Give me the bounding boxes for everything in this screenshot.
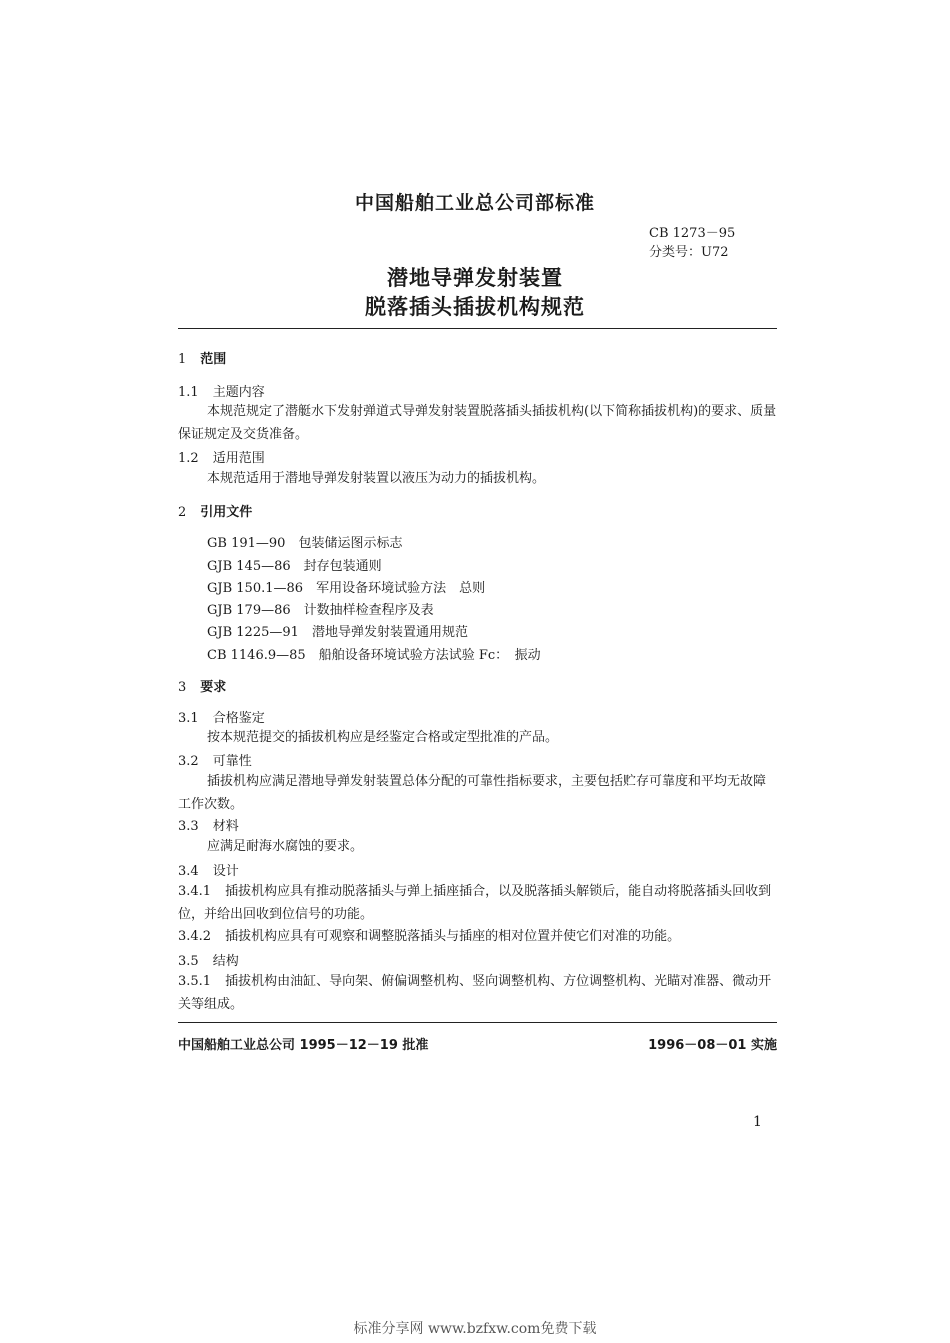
reference-name: 船舶设备环境试验方法试验 Fc： 振动 <box>318 648 541 663</box>
reference-item <box>207 577 485 596</box>
section-3-5-1-text <box>178 970 777 1016</box>
section-number: 3.1 <box>178 711 199 726</box>
section-3-1-text: 按本规范提交的插拔机构应是经鉴定合格或定型批准的产品。 <box>207 730 559 745</box>
reference-name: 潜地导弹发射装置通用规范 <box>311 625 468 640</box>
section-title: 要求 <box>200 680 227 695</box>
effective-date: 1996－08－01 实施 <box>648 1038 777 1053</box>
section-number: 3.5 <box>178 954 199 969</box>
section-title: 材料 <box>212 819 239 834</box>
header-divider <box>178 328 777 329</box>
reference-code: GJB 179—86 <box>207 603 291 618</box>
section-3-3-heading <box>178 815 239 834</box>
reference-item <box>207 599 434 618</box>
section-1-1-heading <box>178 381 265 400</box>
reference-item <box>207 555 382 574</box>
section-number: 3.5.1 <box>178 974 212 989</box>
section-1-1-text: 本规范规定了潜艇水下发射弹道式导弹发射装置脱落插头插拔机构(以下简称插拔机构)的要求、质量保证规定及交货准备。 <box>178 404 777 442</box>
section-3-3-text: 应满足耐海水腐蚀的要求。 <box>207 839 364 854</box>
section-number: 3.3 <box>178 819 199 834</box>
reference-name: 军用设备环境试验方法 总则 <box>316 581 486 596</box>
section-3-4-1-text <box>178 880 777 926</box>
section-3-4-heading <box>178 860 239 879</box>
section-number: 3.4.2 <box>178 929 212 944</box>
clause-text: 插拔机构由油缸、导向架、俯偏调整机构、竖向调整机构、方位调整机构、光瞄对准器、微动开关等组成。 <box>178 974 772 1012</box>
section-title: 可靠性 <box>212 754 252 769</box>
reference-name: 封存包装通则 <box>303 559 382 574</box>
section-number: 2 <box>178 505 187 520</box>
section-title: 范围 <box>200 352 227 367</box>
reference-item <box>207 644 541 663</box>
reference-name: 包装储运图示标志 <box>298 536 403 551</box>
section-number: 3.2 <box>178 754 199 769</box>
section-number: 1.1 <box>178 385 199 400</box>
clause-text: 插拔机构应具有推动脱落插头与弹上插座插合，以及脱落插头解锁后，能自动将脱落插头回收到位，并给出回收到位信号的功能。 <box>178 884 772 922</box>
reference-code: GB 191—90 <box>207 536 286 551</box>
section-number: 1.2 <box>178 451 199 466</box>
reference-name: 计数抽样检查程序及表 <box>303 603 434 618</box>
section-3-2-text: 插拔机构应满足潜地导弹发射装置总体分配的可靠性指标要求，主要包括贮存可靠度和平均无故障工作次数。 <box>178 774 767 812</box>
classification-number: 分类号：U72 <box>649 245 729 260</box>
section-3-4-2-text <box>178 925 777 948</box>
section-title: 适用范围 <box>212 451 265 466</box>
section-title: 结构 <box>212 954 239 969</box>
watermark: 标准分享网 www.bzfxw.com免费下载 <box>353 1321 597 1337</box>
section-3-1-heading <box>178 707 265 726</box>
section-1-2-heading <box>178 447 265 466</box>
section-3-5-heading <box>178 950 239 969</box>
section-title: 设计 <box>212 864 239 879</box>
approval-line: 中国船舶工业总公司 1995－12－19 批准 <box>178 1038 429 1053</box>
clause-text: 插拔机构应具有可观察和调整脱落插头与插座的相对位置并使它们对准的功能。 <box>225 929 681 944</box>
section-number: 3 <box>178 680 187 695</box>
section-3-heading <box>178 676 226 695</box>
section-number: 1 <box>178 352 187 367</box>
reference-code: GJB 150.1—86 <box>207 581 304 596</box>
reference-item <box>207 621 468 640</box>
section-title: 合格鉴定 <box>212 711 265 726</box>
section-1-heading <box>178 348 226 367</box>
section-3-2-heading <box>178 750 252 769</box>
document-title-line2: 脱落插头插拔机构规范 <box>365 295 585 319</box>
section-number: 3.4.1 <box>178 884 212 899</box>
reference-code: GJB 1225—91 <box>207 625 299 640</box>
organization-header: 中国船舶工业总公司部标准 <box>354 192 595 214</box>
reference-code: GJB 145—86 <box>207 559 291 574</box>
section-1-2-text: 本规范适用于潜地导弹发射装置以液压为动力的插拔机构。 <box>207 471 546 486</box>
reference-code: CB 1146.9—85 <box>207 648 306 663</box>
footer-divider <box>178 1022 777 1023</box>
document-title-line1: 潜地导弹发射装置 <box>387 266 563 290</box>
section-title: 主题内容 <box>212 385 265 400</box>
reference-item <box>207 532 402 551</box>
page-number: 1 <box>753 1114 762 1130</box>
section-number: 3.4 <box>178 864 199 879</box>
standard-code: CB 1273－95 <box>649 226 736 241</box>
section-2-heading <box>178 501 252 520</box>
section-title: 引用文件 <box>200 505 253 520</box>
